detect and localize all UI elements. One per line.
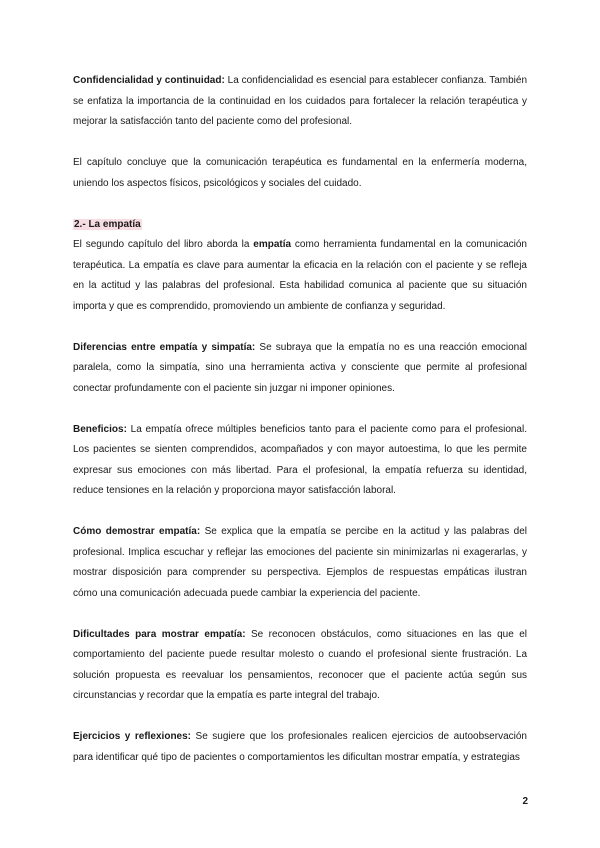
paragraph-chapter-conclusion bbox=[73, 153, 527, 194]
paragraph-lead: Ejercicios y reflexiones: bbox=[73, 731, 192, 742]
paragraph-text: Se sugiere que los profesionales realicen ejercicios de autoobservación para identificar qué tipo de pacientes o comportamientos les dificultan mostrar empatía, y estrategias bbox=[73, 731, 527, 763]
page-content bbox=[73, 71, 527, 768]
section-heading bbox=[73, 215, 527, 236]
paragraph-text: El segundo capítulo del libro aborda la bbox=[73, 239, 254, 250]
paragraph-text: Se explica que la empatía se percibe en la actitud y las palabras del profesional. Implica escuchar y reflejar las emociones del paciente sin minimizarlas ni exagerarlas, y mostrar disposición para comprender su perspectiva. Ejemplos de respuestas empáticas ilustran cómo una comunicación adecuada puede cambiar la experiencia del paciente. bbox=[73, 526, 527, 599]
paragraph-confidentiality bbox=[73, 71, 527, 133]
paragraph-difficulties bbox=[73, 625, 527, 707]
paragraph-lead: Beneficios: bbox=[73, 423, 127, 435]
paragraph-text: La empatía ofrece múltiples beneficios tanto para el paciente como para el profesional. Los pacientes se sienten comprendidos, acompañados y con mayor autoestima, lo que les permite expresar sus emociones con más libertad. Para el profesional, la empatía refuerza su identidad, reduce tensiones en la relación y proporciona mayor satisfacción laboral. bbox=[73, 423, 527, 496]
paragraph-exercises bbox=[73, 727, 527, 768]
section-heading-text: 2.- La empatía bbox=[74, 218, 141, 230]
paragraph-lead: Diferencias entre empatía y simpatía: bbox=[73, 341, 256, 353]
paragraph-lead: Confidencialidad y continuidad: bbox=[73, 75, 225, 86]
paragraph-text: Se reconocen obstáculos, como situaciones en las que el comportamiento del paciente puede resultar molesto o cuando el profesional siente frustración. La solución propuesta es reevaluar los pensamientos, reconocer que el paciente actúa según sus circunstancias y recordar que la empatía es parte integral del trabajo. bbox=[73, 628, 527, 701]
paragraph-text: como herramienta fundamental en la comunicación terapéutica. La empatía es clave para aumentar la eficacia en la relación con el paciente y se refleja en la actitud y las palabras del profesional. Esta habilidad comunica al paciente que su situación importa y que es comprendido, promoviendo un ambiente de confianza y seguridad. bbox=[73, 239, 527, 312]
paragraph-text: La confidencialidad es esencial para establecer confianza. También se enfatiza la importancia de la continuidad en los cuidados para fortalecer la relación terapéutica y mejorar la satisfacción tanto del paciente como del profesional. bbox=[73, 75, 527, 127]
paragraph-empathy-intro bbox=[73, 235, 527, 317]
page-number: 2 bbox=[522, 796, 528, 807]
paragraph-text: El capítulo concluye que la comunicación terapéutica es fundamental en la enfermería moderna, uniendo los aspectos físicos, psicológicos y sociales del cuidado. bbox=[73, 157, 527, 189]
paragraph-lead: Dificultades para mostrar empatía: bbox=[73, 628, 246, 640]
paragraph-how-to-show-empathy bbox=[73, 522, 527, 604]
paragraph-bold-term: empatía bbox=[253, 239, 292, 250]
paragraph-empathy-vs-sympathy bbox=[73, 338, 527, 400]
paragraph-lead: Cómo demostrar empatía: bbox=[73, 526, 201, 537]
paragraph-benefits bbox=[73, 420, 527, 502]
paragraph-text: Se subraya que la empatía no es una reacción emocional paralela, como la simpatía, sino una herramienta activa y consciente que permite al profesional conectar profundamente con el paciente sin juzgar ni imponer opiniones. bbox=[73, 341, 527, 394]
